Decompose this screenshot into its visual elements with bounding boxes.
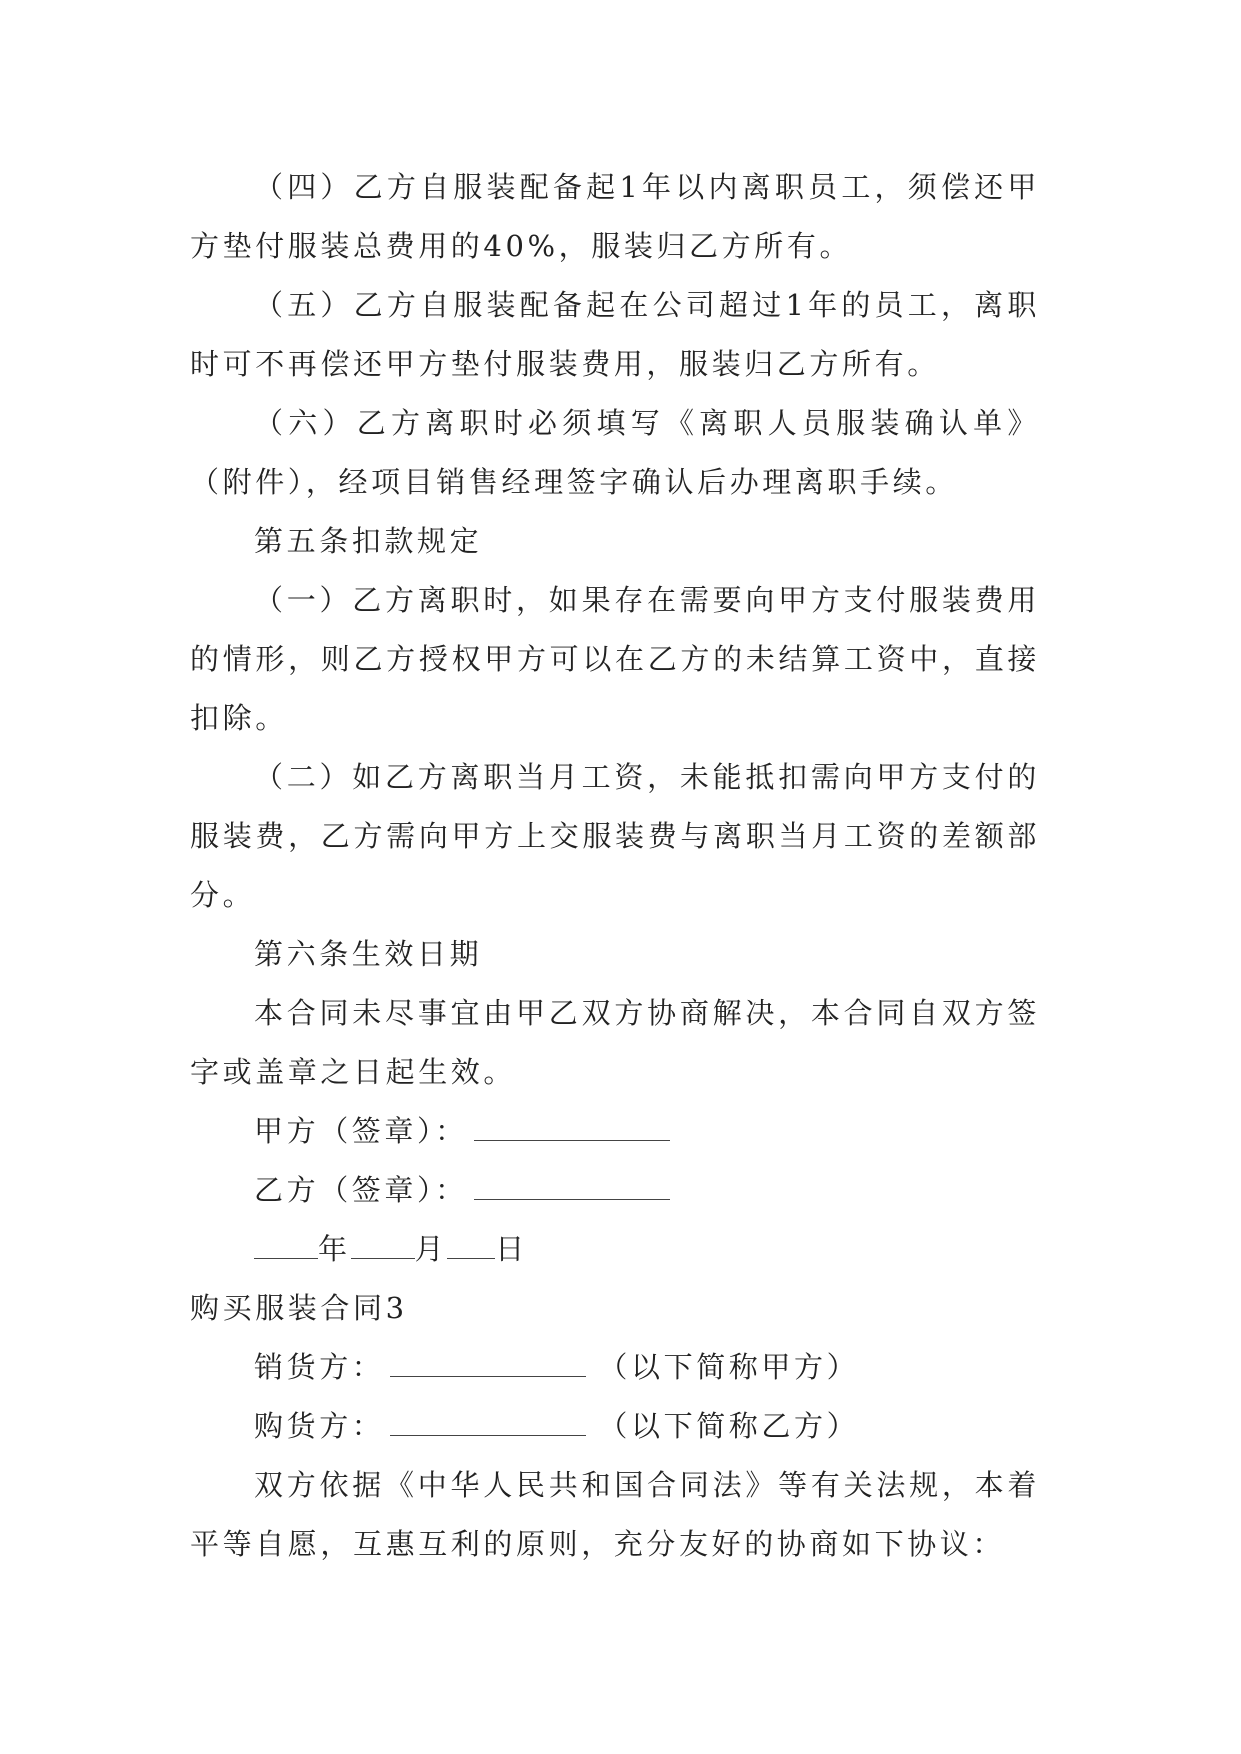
seller-row xyxy=(190,1338,1040,1397)
seller-note: （以下简称甲方） xyxy=(598,1350,860,1384)
seller-name-line xyxy=(390,1354,586,1377)
buyer-name-line xyxy=(390,1413,586,1436)
buyer-label: 购货方： xyxy=(254,1409,385,1443)
clause-4-4: （四）乙方自服装配备起1年以内离职员工，须偿还甲方垫付服装总费用的40%，服装归乙方所有。 xyxy=(190,170,1040,263)
article-6-text: 本合同未尽事宜由甲乙双方协商解决，本合同自双方签字或盖章之日起生效。 xyxy=(190,996,1040,1089)
year-blank xyxy=(254,1236,318,1259)
month-label: 月 xyxy=(414,1232,448,1266)
party-b-signature-row xyxy=(190,1161,1040,1220)
day-label: 日 xyxy=(495,1232,528,1266)
buyer-row xyxy=(190,1397,1040,1456)
buyer-note: （以下简称乙方） xyxy=(598,1409,860,1443)
party-a-signature-line xyxy=(474,1118,670,1141)
clause-4-5: （五）乙方自服装配备起在公司超过1年的员工，离职时可不再偿还甲方垫付服装费用，服装归乙方所有。 xyxy=(190,288,1040,381)
clause-5-1: （一）乙方离职时，如果存在需要向甲方支付服装费用的情形，则乙方授权甲方可以在乙方的未结算工资中，直接扣除。 xyxy=(190,583,1040,735)
month-blank xyxy=(351,1236,415,1259)
party-a-signature-row xyxy=(190,1102,1040,1161)
article-5-heading: 第五条扣款规定 xyxy=(254,524,483,558)
contract-3-intro: 双方依据《中华人民共和国合同法》等有关法规，本着平等自愿，互惠互利的原则，充分友好的协商如下协议： xyxy=(190,1468,1040,1561)
party-b-signature-label: 乙方（签章）： xyxy=(254,1173,468,1207)
contract-3-title: 购买服装合同3 xyxy=(190,1291,408,1325)
article-6-heading: 第六条生效日期 xyxy=(254,937,483,971)
party-a-signature-label: 甲方（签章）： xyxy=(254,1114,468,1148)
clause-4-6: （六）乙方离职时必须填写《离职人员服装确认单》（附件），经项目销售经理签字确认后办理离职手续。 xyxy=(190,406,1040,499)
day-blank xyxy=(447,1236,495,1259)
seller-label: 销货方： xyxy=(254,1350,385,1384)
document-body xyxy=(190,158,1040,1574)
year-label: 年 xyxy=(318,1232,351,1266)
clause-5-2: （二）如乙方离职当月工资，未能抵扣需向甲方支付的服装费，乙方需向甲方上交服装费与离职当月工资的差额部分。 xyxy=(190,760,1040,912)
date-row xyxy=(190,1220,1040,1279)
party-b-signature-line xyxy=(474,1177,670,1200)
